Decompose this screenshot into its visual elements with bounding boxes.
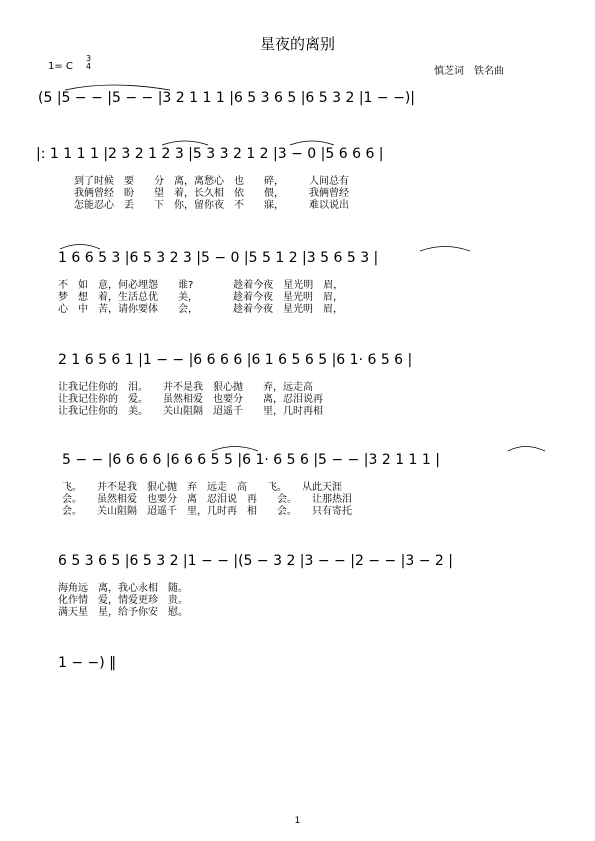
lyrics-verse-2: 会。 虽然相爱 也要分 离 忍泪说 再 会。 让那热泪	[62, 494, 352, 505]
time-signature-bottom: 4	[86, 62, 92, 71]
lyrics-verse-1: 不 如 意，何必埋怨 谁? 趁着今夜 星光明 眉，	[58, 280, 344, 291]
slur-mark	[420, 247, 470, 252]
notation-line: 6 5 3 6 5 |6 5 3 2 |1 − − |(5 − 3 2 |3 − − |2 − − |3 − 2 |	[58, 553, 454, 569]
lyrics-verse-2: 梦 想 着，生活总优 美， 趁着今夜 星光明 眉，	[58, 292, 343, 303]
slur-mark	[508, 447, 545, 452]
slur-mark	[65, 85, 170, 90]
lyrics-verse-1: 海角远 离，我心永相 随。	[58, 583, 188, 594]
notation-line: 1 − −) ‖	[58, 655, 117, 671]
slur-mark	[212, 447, 258, 452]
lyrics-verse-2: 化作情 爱，情爱更珍 贵。	[58, 595, 188, 606]
lyrics-verse-1: 让我记住你的 泪。 并不是我 狠心抛 弃，远走高	[58, 382, 313, 393]
lyrics-verse-3: 心 中 苦，请你要体 会， 趁着今夜 星光明 眉，	[58, 304, 343, 315]
notation-line: (5 |5 − − |5 − − |3 2 1 1 1 |6 5 3 6 5 |6 5 3 2 |1 − −)|	[38, 90, 416, 106]
song-title: 星夜的离别	[259, 35, 335, 53]
lyrics-verse-3: 怎能忍心 丢 下 你，留你夜 不 寐， 难以说出	[74, 200, 349, 211]
lyrics-verse-3: 让我记住你的 美。 关山阻隔 迢遥千 里，几时再相	[58, 406, 323, 417]
lyrics-verse-2: 我俩曾经 盼 望 着，长久相 依 偎， 我俩曾经	[74, 188, 349, 199]
notation-line: 1 6 6 5 3 |6 5 3 2 3 |5 − 0 |5 5 1 2 |3 5 6 5 3 |	[58, 250, 379, 266]
time-signature-top: 3	[86, 54, 92, 63]
key-signature: 1= C	[48, 61, 73, 72]
slur-mark	[290, 141, 334, 145]
page-number: 1	[294, 816, 301, 826]
lyrics-verse-3: 满天星 星，给予你安 慰。	[58, 607, 188, 618]
credits: 慎芝词 铁名曲	[434, 66, 504, 77]
slur-mark	[60, 245, 100, 250]
notation-line: 5 − − |6 6 6 6 |6 6 6 5 5 |6 1· 6 5 6 |5 − − |3 2 1 1 1 |	[62, 452, 440, 468]
lyrics-verse-2: 让我记住你的 爱。 虽然相爱 也要分 离，忍泪说再	[58, 394, 323, 405]
notation-line: |: 1 1 1 1 |2 3 2 1 2 3 |5 3 3 2 1 2 |3 − 0 |5 6 6 6 |	[36, 146, 384, 162]
lyrics-verse-3: 会。 关山阻隔 迢遥千 里，几时再 相 会。 只有寄托	[62, 506, 352, 517]
notation-line: 2 1 6 5 6 1 |1 − − |6 6 6 6 |6 1 6 5 6 5 |6 1· 6 5 6 |	[58, 352, 413, 368]
slur-mark	[162, 141, 208, 145]
lyrics-verse-1: 飞。 并不是我 狠心抛 弃 远走 高 飞。 从此天涯	[62, 482, 342, 493]
lyrics-verse-1: 到了时候 要 分 离，离愁心 也 碎， 人间总有	[74, 176, 349, 187]
